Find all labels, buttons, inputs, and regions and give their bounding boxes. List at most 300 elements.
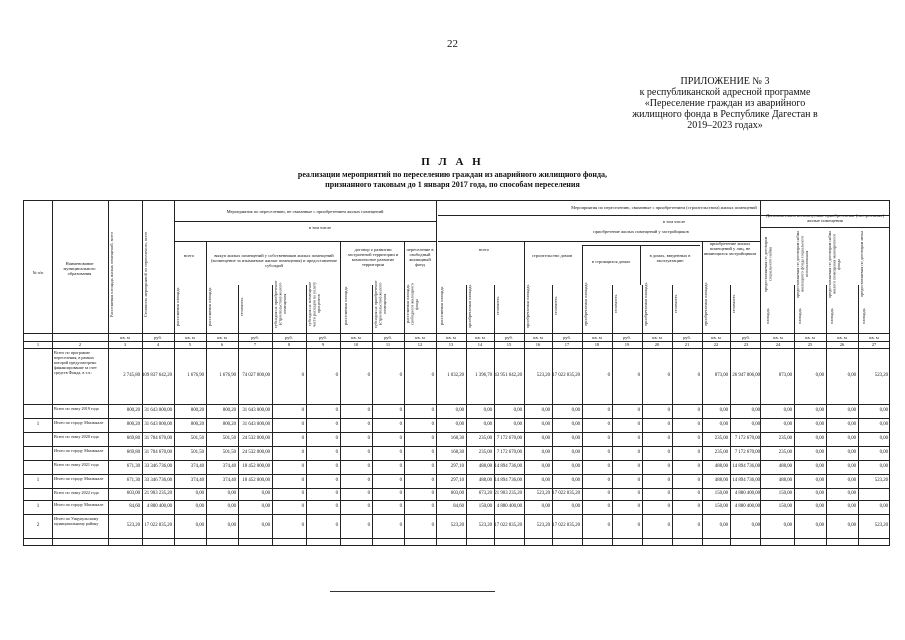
table-cell: 17 022 835,20 [144, 523, 172, 528]
table-cell: 0 [637, 523, 640, 528]
table-cell: 488,00 [714, 464, 728, 469]
table-cell: 0 [399, 523, 402, 528]
table-cell: 501,50 [190, 450, 204, 455]
unit-cell: руб. [251, 335, 259, 340]
table-cell: 0,00 [847, 523, 856, 528]
header-c6: расселяемая площадь [207, 287, 212, 327]
table-cell: 0 [431, 450, 434, 455]
table-cell: 150,00 [778, 504, 792, 509]
header-c18: приобретаемая площадь [583, 282, 588, 326]
table-cell: 800,20 [126, 408, 140, 413]
table-cell: 0,00 [847, 436, 856, 441]
table-cell: 0,00 [879, 436, 888, 441]
table-cell: 0 [399, 436, 402, 441]
table-cell: 0,00 [879, 464, 888, 469]
unit-cell: руб. [683, 335, 691, 340]
table-cell: 150,00 [714, 491, 728, 496]
table-cell: 0 [667, 408, 670, 413]
appendix-line-1: ПРИЛОЖЕНИЕ № 3 [680, 76, 770, 87]
plan-table [23, 200, 890, 546]
row-municipality: Всего по этапу 2020 года [54, 434, 99, 439]
table-cell: 0 [335, 504, 338, 509]
row-number [24, 348, 52, 404]
table-cell: 800,20 [222, 408, 236, 413]
table-cell: 603,00 [126, 491, 140, 496]
header-c9: субсидия на возмещение части расходов на уплату процентов [307, 281, 321, 327]
header-c8: субсидия на приобретение (строительство) жилого помещения [273, 280, 287, 328]
header-area-total: Расселяемая площадь жилых помещений, всего [109, 231, 114, 317]
table-cell: 0 [607, 408, 610, 413]
table-cell: 84,60 [453, 504, 464, 509]
row-number: 1 [36, 478, 40, 483]
table-cell: 7 172 670,00 [496, 450, 522, 455]
table-cell: 0,00 [195, 491, 204, 496]
column-number: 12 [417, 342, 423, 347]
column-number: 13 [448, 342, 454, 347]
header-c12: расселяемая площадь свободного жилищного фонда [405, 283, 419, 325]
table-cell: 0 [607, 464, 610, 469]
table-cell: 0,00 [815, 464, 824, 469]
table-cell: 0,00 [719, 422, 728, 427]
row-municipality: Всего по этапу 2019 года [54, 406, 99, 411]
table-cell: 0 [431, 523, 434, 528]
table-cell: 0 [667, 436, 670, 441]
header-municipality: Наименование муниципального образования [63, 261, 96, 276]
table-cell: 0 [607, 436, 610, 441]
row-number: 1 [36, 422, 40, 427]
table-cell: 17 022 835,20 [552, 523, 580, 528]
table-cell: 0,00 [571, 504, 580, 509]
table-cell: 673,20 [478, 491, 492, 496]
table-cell: 0 [367, 478, 370, 483]
header-incl-1: в том числе [308, 225, 332, 230]
column-number: 11 [385, 342, 391, 347]
table-cell: 0,00 [847, 478, 856, 483]
table-cell: 488,00 [714, 478, 728, 483]
grid-line [174, 221, 436, 222]
page-number: 22 [447, 38, 458, 50]
table-cell: 0,00 [847, 491, 856, 496]
unit-cell: кв. м [837, 335, 847, 340]
table-cell: 0 [637, 422, 640, 427]
unit-cell: кв. м [711, 335, 721, 340]
table-cell: 33 346 736,00 [144, 478, 172, 483]
table-cell: 523,20 [874, 523, 888, 528]
table-cell: 0 [367, 504, 370, 509]
column-number: 25 [807, 342, 813, 347]
column-number: 15 [506, 342, 512, 347]
table-cell: 0 [697, 504, 700, 509]
unit-cell: кв. м [475, 335, 485, 340]
table-cell: 0 [637, 464, 640, 469]
table-cell: 0,00 [847, 464, 856, 469]
appendix-line-5: 2019–2023 годах» [687, 120, 763, 131]
table-cell: 0,00 [455, 408, 464, 413]
table-cell: 0 [335, 373, 338, 378]
table-cell: 374,40 [222, 464, 236, 469]
table-cell: 488,00 [778, 464, 792, 469]
table-cell: 501,50 [190, 436, 204, 441]
header-group1: Мероприятия по переселению, не связанные с приобретением жилых помещений [226, 209, 384, 214]
table-cell: 0 [335, 436, 338, 441]
table-cell: 501,50 [222, 436, 236, 441]
table-cell: 14 894 736,00 [494, 478, 522, 483]
table-cell: 0,00 [571, 436, 580, 441]
table-cell: 0,00 [751, 523, 760, 528]
table-cell: 0,00 [541, 504, 550, 509]
table-cell: 0,00 [879, 408, 888, 413]
table-cell: 0,00 [513, 422, 522, 427]
header-incl-2: в том числе [662, 219, 686, 224]
table-cell: 168,30 [450, 436, 464, 441]
table-cell: 235,00 [478, 450, 492, 455]
table-cell: 0,00 [879, 450, 888, 455]
table-cell: 523,20 [874, 478, 888, 483]
plan-subtitle-line-1: реализации мероприятий по переселению граждан из аварийного жилищного фонда, [297, 170, 608, 179]
table-cell: 26 947 806,00 [732, 373, 760, 378]
table-cell: 24 532 000,00 [242, 436, 270, 441]
table-cell: 0,00 [195, 523, 204, 528]
table-cell: 0 [367, 373, 370, 378]
table-cell: 0 [697, 422, 700, 427]
table-cell: 671,30 [126, 478, 140, 483]
table-cell: 0 [667, 422, 670, 427]
header-c24: площадь [765, 308, 770, 324]
table-cell: 0,00 [815, 450, 824, 455]
table-cell: 0 [301, 523, 304, 528]
table-cell: 669,80 [126, 450, 140, 455]
row-number [24, 460, 52, 474]
header-c17: стоимость [553, 296, 558, 316]
row-municipality: Всего по этапу 2021 года [54, 462, 99, 467]
row-municipality: Всего по программе переселения, в рамках которой предусмотрено финансирование за счет средств Фонда, в т.ч.: [54, 350, 97, 375]
table-cell: 0 [697, 478, 700, 483]
table-cell: 0 [697, 464, 700, 469]
table-cell: 0 [697, 373, 700, 378]
table-cell: 1 676,90 [187, 373, 204, 378]
table-cell: 0 [607, 478, 610, 483]
table-cell: 0 [367, 523, 370, 528]
table-cell: 0 [637, 408, 640, 413]
header-c26: площадь [829, 308, 834, 324]
unit-cell: кв. м [652, 335, 662, 340]
header-vsego-1: всего [183, 253, 195, 258]
table-cell: 0,00 [571, 408, 580, 413]
table-cell: 0 [607, 491, 610, 496]
header-vsego-2: всего [478, 247, 490, 252]
table-cell: 488,00 [478, 478, 492, 483]
table-cell: 0,00 [815, 408, 824, 413]
unit-cell: кв. м [446, 335, 456, 340]
table-cell: 0 [637, 373, 640, 378]
grid-line [524, 241, 525, 285]
table-cell: 31 704 670,00 [144, 450, 172, 455]
table-cell: 523,20 [450, 523, 464, 528]
table-cell: 0 [301, 373, 304, 378]
table-cell: 0 [607, 523, 610, 528]
header-c15: стоимость [495, 296, 500, 316]
column-number: 22 [713, 342, 719, 347]
grid-line [760, 227, 890, 228]
header-group2b: приобретение жилых помещений у застройщиков [593, 229, 689, 234]
table-cell: 0,00 [847, 408, 856, 413]
grid-line [52, 201, 53, 545]
table-cell: 0,00 [751, 422, 760, 427]
unit-cell: кв. м [533, 335, 543, 340]
table-cell: 0 [431, 408, 434, 413]
table-cell: 0,00 [541, 408, 550, 413]
table-cell: 0,00 [227, 491, 236, 496]
table-cell: 800,20 [126, 422, 140, 427]
row-municipality: Итого по Унцукульскому муниципальному району [54, 516, 99, 526]
column-number: 14 [477, 342, 483, 347]
table-cell: 74 027 000,00 [242, 373, 270, 378]
table-cell: 1 032,20 [447, 373, 464, 378]
table-cell: 31 643 000,00 [144, 408, 172, 413]
appendix-line-4: жилищного фонда в Республике Дагестан в [632, 109, 818, 120]
column-number: 20 [654, 342, 660, 347]
table-cell: 0 [335, 491, 338, 496]
column-number: 8 [287, 342, 291, 347]
unit-cell: руб. [505, 335, 513, 340]
unit-cell: кв. м [351, 335, 361, 340]
table-cell: 0 [431, 491, 434, 496]
table-cell: 0 [301, 408, 304, 413]
table-cell: 0,00 [571, 422, 580, 427]
header-extra3: предоставляемая по договорам найма жилого помещения маневренного фонда [827, 230, 841, 298]
table-cell: 14 894 736,00 [732, 478, 760, 483]
table-cell: 0 [607, 373, 610, 378]
header-group1c: переселение в свободный жилищный фонд [406, 247, 434, 267]
row-number: 2 [36, 523, 40, 528]
table-cell: 31 704 670,00 [144, 436, 172, 441]
plan-subtitle-line-2: признанного таковым до 1 января 2017 года, по способам переселения [325, 180, 580, 189]
header-cost-total: Стоимость мероприятий по переселению, всего [143, 231, 148, 317]
table-cell: 0,00 [783, 523, 792, 528]
table-cell: 0 [697, 436, 700, 441]
table-cell: 235,00 [714, 450, 728, 455]
header-group1b: договор о развитии застроенной территории и комплексное развитие территории [347, 247, 399, 267]
table-cell: 0 [335, 464, 338, 469]
table-cell: 0,00 [751, 408, 760, 413]
table-cell: 0,00 [513, 408, 522, 413]
table-cell: 523,20 [536, 373, 550, 378]
header-group2b2: в домах, введенных в эксплуатацию [649, 253, 691, 263]
table-cell: 501,50 [222, 450, 236, 455]
table-cell: 523,20 [478, 523, 492, 528]
header-c10: расселяемая площадь [343, 286, 348, 326]
table-cell: 0,00 [783, 422, 792, 427]
header-c22: приобретаемая площадь [703, 282, 708, 326]
unit-cell: кв. м [592, 335, 602, 340]
table-cell: 0 [335, 523, 338, 528]
table-cell: 523,20 [536, 491, 550, 496]
table-cell: 0 [637, 436, 640, 441]
row-number [24, 404, 52, 418]
row-number [24, 446, 52, 460]
table-cell: 0 [399, 478, 402, 483]
table-cell: 0 [301, 464, 304, 469]
table-cell: 0 [697, 491, 700, 496]
table-cell: 0,00 [783, 408, 792, 413]
table-cell: 0 [637, 478, 640, 483]
header-no: № п/п [32, 270, 44, 275]
table-cell: 0 [697, 408, 700, 413]
table-cell: 0,00 [571, 464, 580, 469]
row-number [24, 432, 52, 446]
table-cell: 0,00 [847, 422, 856, 427]
table-cell: 0 [607, 504, 610, 509]
table-cell: 0,00 [571, 478, 580, 483]
table-cell: 18 452 000,00 [242, 478, 270, 483]
table-cell: 0,00 [227, 523, 236, 528]
table-cell: 0 [301, 491, 304, 496]
plan-subtitle [0, 170, 905, 190]
header-group1a: выкуп жилых помещений у собственников жилых помещений (возмещение за изымаемые жилые помещения) и предоставление субсидий [211, 253, 337, 268]
unit-cell: кв. м [869, 335, 879, 340]
header-group2: Мероприятия по переселению, связанные с приобретением (строительством) жилых помещений [571, 205, 757, 210]
column-number: 26 [839, 342, 845, 347]
grid-line [760, 201, 761, 545]
table-cell: 0 [335, 478, 338, 483]
table-cell: 0 [301, 422, 304, 427]
table-cell: 21 903 235,20 [494, 491, 522, 496]
table-cell: 0 [367, 491, 370, 496]
table-cell: 0 [335, 408, 338, 413]
appendix-block [600, 76, 850, 131]
table-cell: 0 [667, 523, 670, 528]
table-cell: 2 745,80 [123, 373, 140, 378]
column-number: 23 [743, 342, 749, 347]
column-number: 5 [188, 342, 192, 347]
table-cell: 4 880 400,00 [734, 491, 760, 496]
unit-cell: кв. м [415, 335, 425, 340]
plan-title: П Л А Н [421, 156, 484, 168]
column-number: 19 [624, 342, 630, 347]
table-cell: 17 022 835,20 [552, 373, 580, 378]
table-cell: 0 [607, 450, 610, 455]
table-cell: 374,40 [190, 478, 204, 483]
column-number: 9 [321, 342, 325, 347]
table-cell: 235,00 [778, 450, 792, 455]
table-cell: 374,40 [222, 478, 236, 483]
table-cell: 0 [431, 373, 434, 378]
column-number: 10 [353, 342, 359, 347]
table-cell: 168,30 [450, 450, 464, 455]
unit-cell: руб. [623, 335, 631, 340]
column-number: 27 [871, 342, 877, 347]
column-number: 24 [775, 342, 781, 347]
grid-line [174, 241, 436, 242]
table-cell: 0,00 [455, 422, 464, 427]
table-cell: 18 452 000,00 [242, 464, 270, 469]
table-cell: 0 [399, 491, 402, 496]
header-c27: площадь [861, 308, 866, 324]
header-c23: стоимость [731, 294, 736, 314]
table-cell: 0 [637, 491, 640, 496]
header-group2a: строительство домов [531, 253, 573, 258]
header-extra1: предоставляемая по договорам социального найма [763, 236, 773, 292]
table-cell: 0 [367, 408, 370, 413]
unit-cell: руб. [285, 335, 293, 340]
header-group2c: приобретение жилых помещений у лиц, не являющихся застройщиком [703, 241, 757, 256]
column-number: 3 [123, 342, 127, 347]
table-cell: 0 [667, 491, 670, 496]
header-c7: стоимость [239, 297, 244, 317]
table-cell: 109 837 642,20 [142, 373, 172, 378]
table-cell: 0,00 [879, 504, 888, 509]
unit-cell: руб. [154, 335, 162, 340]
table-cell: 0 [667, 504, 670, 509]
table-cell: 0 [637, 504, 640, 509]
table-cell: 0,00 [815, 422, 824, 427]
table-cell: 150,00 [478, 504, 492, 509]
table-cell: 523,20 [874, 373, 888, 378]
header-group2b1: в строящихся домах [591, 259, 631, 264]
column-number: 16 [535, 342, 541, 347]
row-number [24, 488, 52, 500]
table-cell: 374,40 [190, 464, 204, 469]
signature-line [330, 591, 495, 592]
table-cell: 0 [335, 422, 338, 427]
table-cell: 0 [697, 523, 700, 528]
table-cell: 488,00 [778, 478, 792, 483]
column-number: 2 [78, 342, 82, 347]
unit-cell: кв. м [217, 335, 227, 340]
table-cell: 488,00 [478, 464, 492, 469]
table-cell: 0 [697, 450, 700, 455]
table-cell: 0 [399, 450, 402, 455]
table-cell: 0 [399, 373, 402, 378]
table-cell: 7 172 670,00 [734, 436, 760, 441]
table-cell: 4 880 400,00 [146, 504, 172, 509]
table-cell: 0 [367, 464, 370, 469]
table-cell: 33 346 736,00 [144, 464, 172, 469]
column-number: 7 [253, 342, 257, 347]
header-c13: расселяемая площадь [439, 286, 444, 326]
table-cell: 0 [667, 450, 670, 455]
appendix-line-2: к республиканской адресной программе [639, 87, 811, 98]
row-municipality: Итого по городу Махачкале [54, 476, 104, 481]
table-cell: 150,00 [778, 491, 792, 496]
table-cell: 0,00 [879, 422, 888, 427]
unit-cell: кв. м [805, 335, 815, 340]
table-cell: 0 [335, 450, 338, 455]
row-municipality: Итого по городу Махачкале [54, 502, 104, 507]
table-cell: 669,80 [126, 436, 140, 441]
table-cell: 0,00 [483, 408, 492, 413]
table-cell: 0,00 [541, 436, 550, 441]
table-cell: 0 [667, 464, 670, 469]
table-cell: 0,00 [847, 373, 856, 378]
table-cell: 0 [399, 464, 402, 469]
table-cell: 0 [637, 450, 640, 455]
table-cell: 0,00 [541, 478, 550, 483]
table-cell: 0,00 [261, 523, 270, 528]
table-cell: 24 532 000,00 [242, 450, 270, 455]
table-cell: 14 894 736,00 [732, 464, 760, 469]
table-cell: 0 [431, 436, 434, 441]
table-cell: 800,20 [190, 422, 204, 427]
table-cell: 800,20 [222, 422, 236, 427]
table-cell: 17 022 835,20 [552, 491, 580, 496]
table-cell: 4 880 400,00 [734, 504, 760, 509]
table-cell: 0,00 [847, 450, 856, 455]
column-number: 18 [594, 342, 600, 347]
table-cell: 873,00 [778, 373, 792, 378]
unit-cell: руб. [742, 335, 750, 340]
row-municipality: Всего по этапу 2022 года [54, 490, 99, 495]
